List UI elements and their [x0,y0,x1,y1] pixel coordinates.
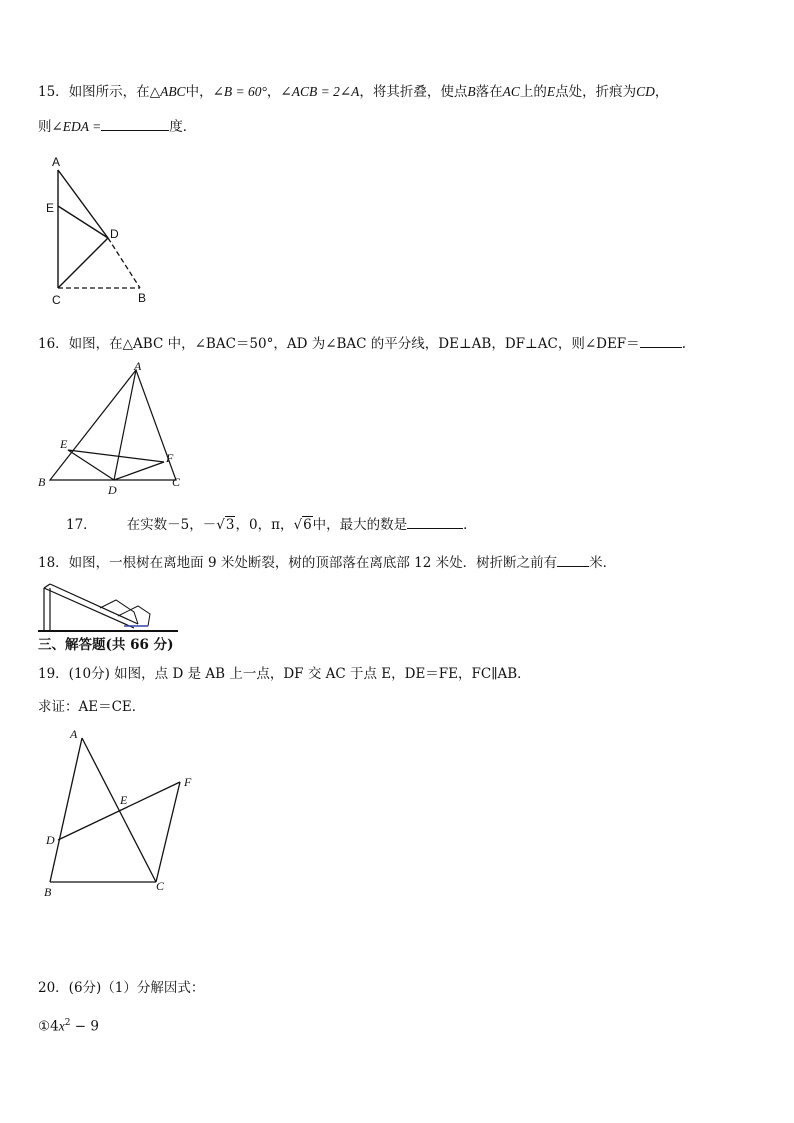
sqrt-6: √6 [293,517,312,533]
q18-figure [38,578,178,634]
q16-line: 16．如图，在△ABC 中，∠BAC＝50°，AD 为∠BAC 的平分线，DE⊥AB，DF⊥AC，则∠DEF＝ . [38,333,686,353]
answer-blank[interactable] [640,333,682,348]
label-A: A [134,360,142,373]
label-F: F [184,775,192,789]
q19-prove: 求证：AE＝CE． [38,699,146,715]
q15-line2: 则∠EDA = 度． [38,116,196,136]
q15-figure [40,150,170,310]
label-C: C [156,879,165,893]
label-E: E [46,201,55,215]
q16-figure [36,360,196,496]
q15-number: 15． [38,84,69,100]
label-F: F [166,451,174,465]
q19-line: 19．(10分) 如图，点 D 是 AB 上一点，DF 交 AC 于点 E，DE＝FE，FC∥AB． [38,666,531,682]
answer-blank[interactable] [101,116,169,131]
label-A: A [70,727,78,741]
label-B: B [44,885,52,899]
q15-line1: 15．如图所示，在△ABC中，∠B = 60°，∠ACB = 2∠A，将其折叠，使点B落在AC上的E点处，折痕为CD， [38,84,669,100]
label-E: E [60,437,68,451]
label-D: D [108,483,117,496]
answer-blank[interactable] [557,552,589,567]
label-B: B [138,291,147,305]
q17-line: 17． 在实数－5，－√3，0，π，√6中，最大的数是 ． [66,514,477,534]
label-E: E [120,793,128,807]
label-D: D [110,227,119,241]
label-C: C [172,475,181,489]
sqrt-3: √3 [216,517,235,533]
label-C: C [52,293,61,307]
section-heading: 三、解答题(共 66 分) [38,637,174,653]
q18-line: 18．如图，一根树在离地面 9 米处断裂，树的顶部落在离底部 12 米处．树折断之前有 米． [38,552,616,572]
label-B: B [38,475,46,489]
q20-line: 20．(6分)（1）分解因式： [38,980,205,996]
q20-item-1: $①4x^2 - 9$ [38,1018,99,1035]
label-D: D [46,833,55,847]
label-A: A [52,155,61,169]
q19-figure [40,726,210,901]
answer-blank[interactable] [407,514,463,529]
